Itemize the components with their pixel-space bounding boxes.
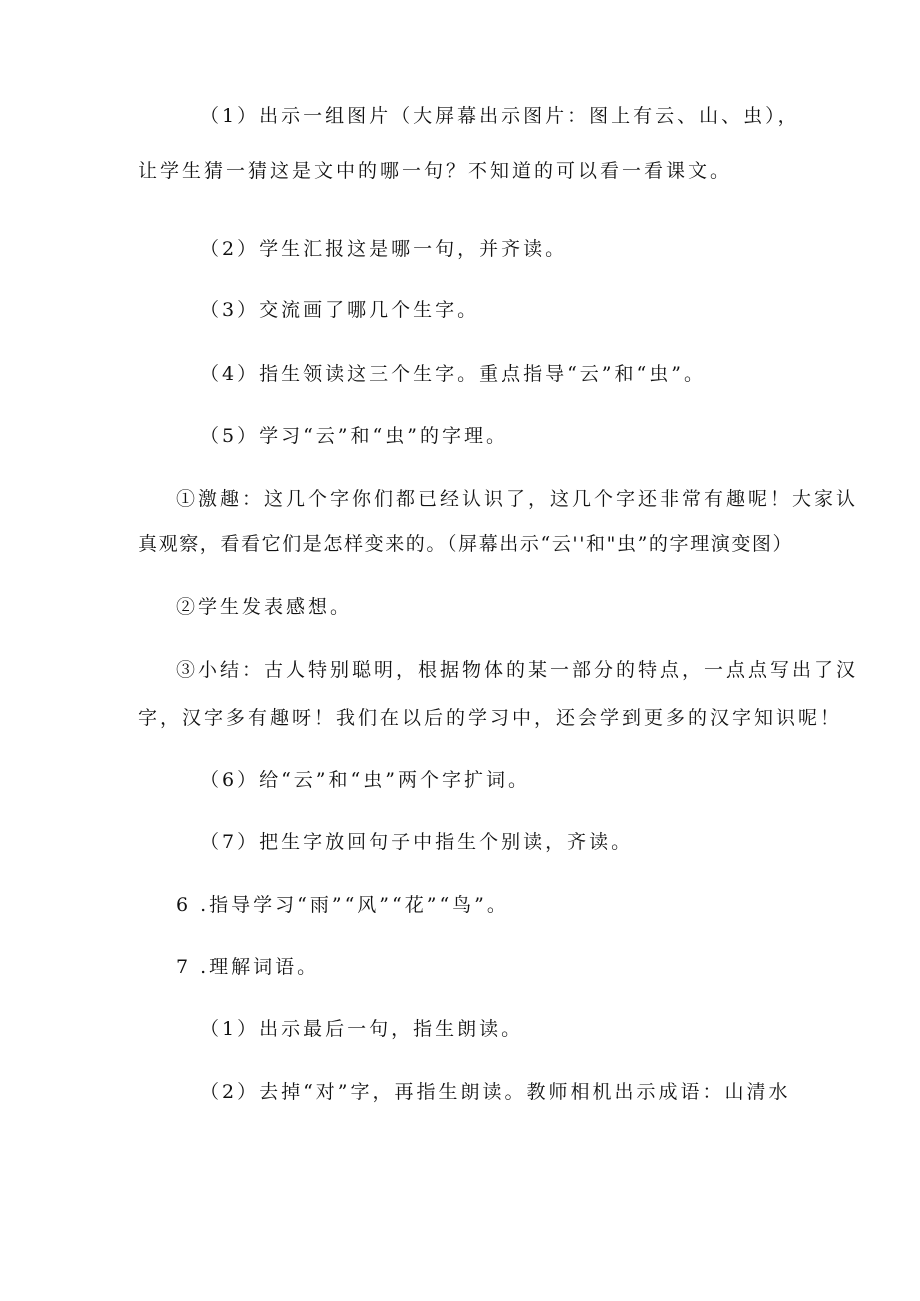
paragraph-line-14: 6 .指导学习“雨”“风”“花”“鸟”。 bbox=[176, 894, 509, 916]
paragraph-line-11: 字，汉字多有趣呀！我们在以后的学习中，还会学到更多的汉字知识呢！ bbox=[138, 707, 843, 729]
paragraph-line-1: （1）出示一组图片（大屏幕出示图片：图上有云、山、虫）， bbox=[200, 105, 800, 127]
paragraph-line-8: 真观察，看看它们是怎样变来的。（屏幕出示“云''和"虫”的字理演变图） bbox=[138, 533, 794, 555]
paragraph-line-3: （2）学生汇报这是哪一句，并齐读。 bbox=[200, 238, 568, 260]
paragraph-line-2: 让学生猜一猜这是文中的哪一句？不知道的可以看一看课文。 bbox=[138, 160, 733, 182]
paragraph-line-12: （6）给“云”和“虫”两个字扩词。 bbox=[200, 769, 530, 791]
paragraph-line-5: （4）指生领读这三个生字。重点指导“云”和“虫”。 bbox=[200, 363, 706, 385]
paragraph-line-10: ③小结：古人特别聪明，根据物体的某一部分的特点，一点点写出了汉 bbox=[176, 659, 859, 681]
paragraph-line-13: （7）把生字放回句子中指生个别读，齐读。 bbox=[200, 831, 634, 853]
paragraph-line-7: ①激趣：这几个字你们都已经认识了，这几个字还非常有趣呢！大家认 bbox=[176, 488, 859, 510]
paragraph-line-6: （5）学习“云”和“虫”的字理。 bbox=[200, 425, 508, 447]
paragraph-line-9: ②学生发表感想。 bbox=[176, 596, 353, 618]
paragraph-line-4: （3）交流画了哪几个生字。 bbox=[200, 299, 480, 321]
paragraph-line-15: 7 .理解词语。 bbox=[176, 956, 320, 978]
paragraph-line-16: （1）出示最后一句，指生朗读。 bbox=[200, 1018, 524, 1040]
paragraph-line-17: （2）去掉“对”字，再指生朗读。教师相机出示成语：山清水 bbox=[200, 1081, 791, 1103]
